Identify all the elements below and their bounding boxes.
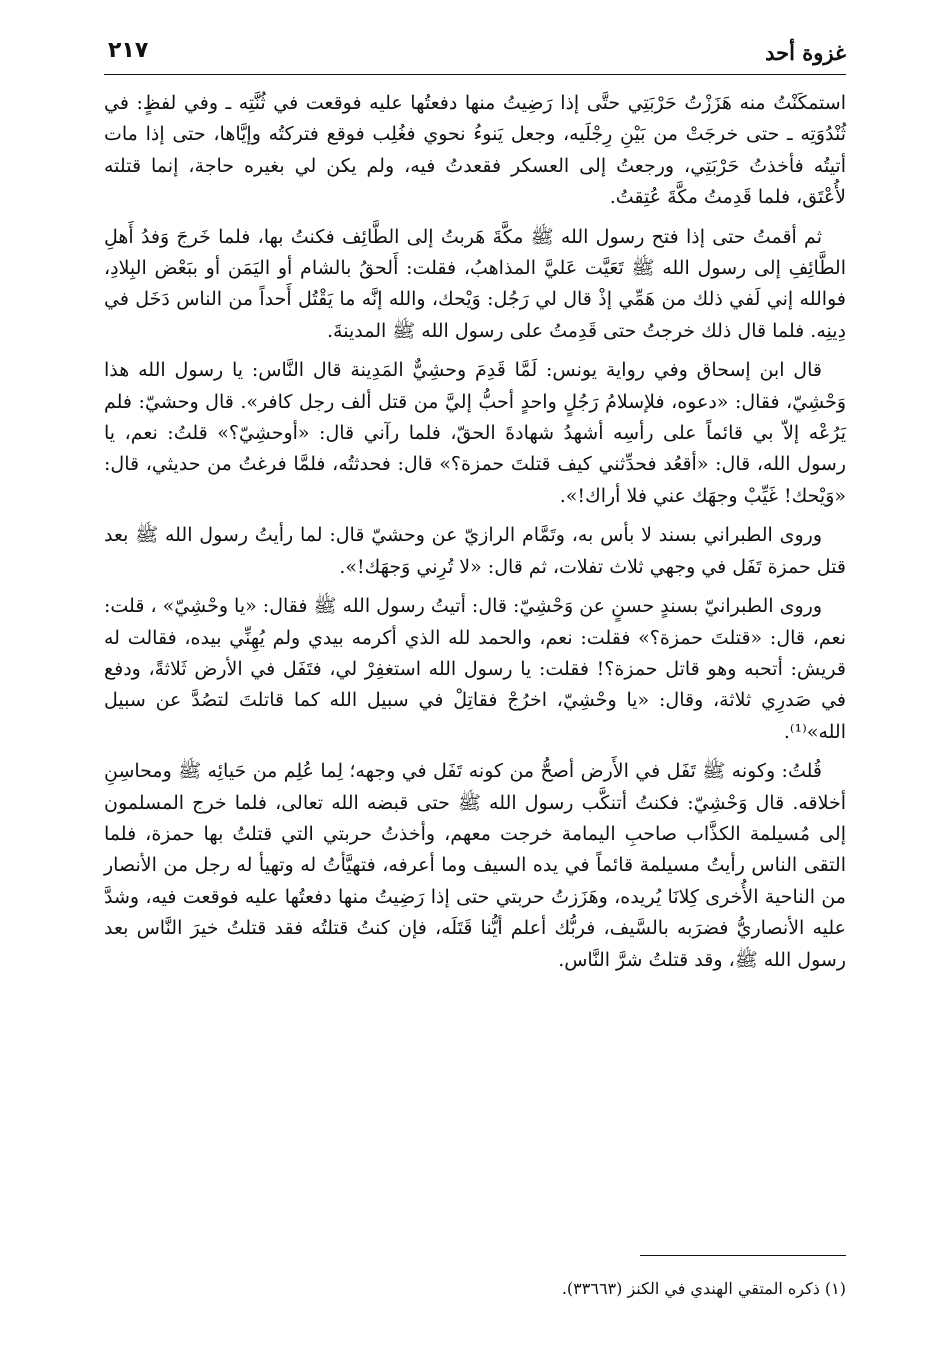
paragraph: قال ابن إسحاق وفي رواية يونس: لَمَّا قَدِمَ وحشِيٌّ المَدِينة قال النَّاس: يا رسول الله هذا وَحْشِيّ، فقال: «دعوه، فلإسلامُ رَجُلٍ واحدٍ أحبُّ إليَّ من قتل ألف رجل كافر». قال وحشيّ: فلم يَرُعْه إلاّ بي قائماً على رأسِه أشهدُ شهادةَ الحقّ، فلما رآني قال: «أوحشِيّ؟» قلتُ: نعم، يا رسول الله، قال: «أقعُد فحدِّثني كيف قتلتَ حمزة؟» قال: فحدثتُه، فلمَّا فرغتُ من حديثي، قال: «وَيْحك! غَيِّبْ وجهَك عني فلا أراك!». — [104, 359, 846, 507]
page-header — [104, 36, 846, 75]
paragraph: وروى الطبرانيّ بسندٍ حسنٍ عن وَحْشِيّ: قال: أتيتُ رسول الله ﷺ فقال: «يا وحْشِيّ» ، قلت: نعم، قال: «قتلتَ حمزة؟» فقلت: نعم، والحمد لله الذي أكرمه بيدي ولم يُهِنِّي بيده، فقالت له قريش: أتحبه وهو قاتل حمزة؟! فقلت: يا رسول الله استغفِرْ لي، فتَفَل في الأرض ثَلاثةً، ودفع في صَدرِي ثلاثة، وقال: «يا وحْشِيّ، اخرُجْ فقاتِلْ في سبيل الله كما قاتلتَ لتصُدَّ عن سبيل الله»⁽¹⁾. — [104, 595, 846, 743]
paragraph: قُلتُ: وكونه ﷺ تَفَل في الأَرض أصحُّ من كونه تَفَل في وجهه؛ لِما عُلِم من حَيائِه ﷺ ومحاسِنِ أخلاقه. قال وَحْشِيّ: فكنتُ أتنكَّب رسول الله ﷺ حتى قبضه الله تعالى، فلما خرج المسلمون إلى مُسيلمة الكذَّاب صاحبِ اليمامة خرجت معهم، وأخذتُ حربتي التي قتلتُ بها حمزة، فلما التقى الناس رأيتُ مسيلمة قائماً في يده السيف وما أعرفه، فتهيَّأتُ له وتهيأ له رجل من الأنصار من الناحية الأُخرى كِلانَا يُريده، وهَزَزتُ حربتي حتى إذا رَضِيتُ منها دفعتُها عليه فوقعت فيه، وشدَّ عليه الأنصاريُّ فضرَبه بالسَّيف، فربُّك أعلم أيُّنا قَتَلَه، فإن كنتُ قتلتُه فقد قتلتُ خيرَ النَّاس بعد رسول الله ﷺ، وقد قتلتُ شرَّ النَّاس. — [104, 760, 846, 971]
page-number: ٢١٧ — [108, 38, 149, 63]
footnote-divider — [640, 1255, 846, 1256]
paragraph: وروى الطبراني بسند لا بأس به، وتَمَّام الرازيّ عن وحشيّ قال: لما رأيتُ رسول الله ﷺ بعد قتل حمزة تَفَل في وجهي ثلاث تفلات، ثم قال: «لا تُرِني وَجهَك!». — [104, 524, 846, 578]
running-title: غزوة أحد — [765, 40, 846, 65]
footnote: (١) ذكره المتقي الهندي في الكنز (٣٣٦٦٣). — [561, 1279, 846, 1298]
paragraph: ثم أقمتُ حتى إذا فتح رسول الله ﷺ مكَّةَ هَربتُ إلى الطَّائِف فكنتُ بها، فلما خَرجَ وَفدُ أَهلِ الطَّائِفِ إلى رسول الله ﷺ تَعَيَّت عَليَّ المذاهبُ، فقلت: أَلحقُ بالشام أو اليَمَن أو ببَعْض البِلادِ، فوالله إني لَفي ذلك من هَمِّي إذْ قال لي رَجُل: وَيْحك، والله إنَّه ما يَقْتُل أَحداً من الناس دَخَل في دِينِه. فلما قال ذلك خرجتُ حتى قَدِمتُ على رسول الله ﷺ المدينةَ. — [104, 225, 846, 342]
paragraph: استمكَنْتُ منه هَزَزْتُ حَرْبَتِي حتَّى إذا رَضِيتُ منها دفعتُها عليه فوقعت في ثُنَّتِه ـ وفي لفظٍ: في ثُنْدُوَتِه ـ حتى خرجَتْ من بَيْنِ رِجْلَيه، وجعل يَنوءُ نحوي فغُلِب فوقع فتركتُه وإيَّاها، حتى إذا مات أتيتُه فأخذتُ حَرْبَتِي، ورجعتُ إلى العسكر فقعدتُ فيه، ولم يكن لي بغيره حاجة، إنما قتلته لأُعْتَق، فلما قَدِمتُ مكَّةَ عُتِقتُ. — [104, 92, 846, 209]
body-text — [104, 88, 846, 984]
